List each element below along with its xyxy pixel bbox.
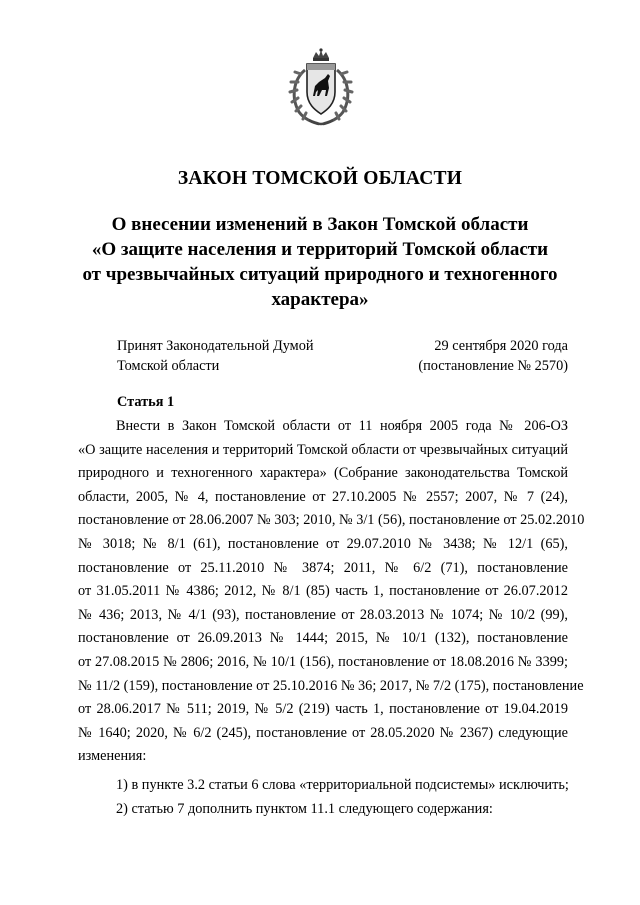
subtitle-line: от чрезвычайных ситуаций природного и техногенного xyxy=(82,264,558,285)
paragraph-line: постановление от 26.09.2013 № 1444; 2015, № 10/1 (132), постановление xyxy=(78,630,568,647)
document-title: ЗАКОН ТОМСКОЙ ОБЛАСТИ xyxy=(177,168,463,189)
list-item: 1) в пункте 3.2 статьи 6 слова «территориальной подсистемы» исключить; xyxy=(116,776,569,793)
paragraph-line: области, 2005, № 4, постановление от 27.10.2005 № 2557; 2007, № 7 (24), xyxy=(78,488,568,505)
adopted-by xyxy=(117,336,314,376)
paragraph-line: № 3018; № 8/1 (61), постановление от 29.07.2010 № 3438; № 12/1 (65), xyxy=(78,535,568,552)
tomsk-oblast-coat-of-arms-icon xyxy=(285,48,357,130)
adopted-by-line: Томской области xyxy=(117,358,220,374)
paragraph-line: от 28.06.2017 № 511; 2019, № 5/2 (219) часть 1, постановление от 19.04.2019 xyxy=(78,701,568,718)
paragraph-line: от 27.08.2015 № 2806; 2016, № 10/1 (156), постановление от 18.08.2016 № 3399; xyxy=(78,653,568,670)
list-item: 2) статью 7 дополнить пунктом 11.1 следующего содержания: xyxy=(116,800,493,817)
resolution-number: (постановление № 2570) xyxy=(418,358,568,374)
article-heading: Статья 1 xyxy=(117,394,175,410)
paragraph-line: № 436; 2013, № 4/1 (93), постановление от 28.03.2013 № 1074; № 10/2 (99), xyxy=(78,606,568,623)
paragraph-line: природного и техногенного характера» (Собрание законодательства Томской xyxy=(78,465,568,482)
subtitle-line: О внесении изменений в Закон Томской области xyxy=(111,214,529,235)
paragraph-line: от 31.05.2011 № 4386; 2012, № 8/1 (85) часть 1, постановление от 26.07.2012 xyxy=(78,583,568,600)
subtitle-line: «О защите населения и территорий Томской области xyxy=(91,239,549,260)
subtitle-line: характера» xyxy=(271,289,369,310)
paragraph-line: постановление от 28.06.2007 № 303; 2010, № 3/1 (56), постановление от 25.02.2010 xyxy=(78,512,585,529)
adopted-by-line: Принят Законодательной Думой xyxy=(117,338,314,354)
paragraph-line: постановление от 25.11.2010 № 3874; 2011, № 6/2 (71), постановление xyxy=(78,559,568,576)
article-body xyxy=(78,415,585,821)
paragraph-line: Внести в Закон Томской области от 11 ноября 2005 года № 206-ОЗ xyxy=(116,418,568,434)
paragraph-line: № 11/2 (159), постановление от 25.10.2016 № 36; 2017, № 7/2 (175), постановление xyxy=(78,677,584,694)
adoption-date: 29 сентября 2020 года xyxy=(434,338,568,354)
paragraph-line: изменения: xyxy=(78,748,147,765)
paragraph-line: «О защите населения и территорий Томской области от чрезвычайных ситуаций xyxy=(78,441,568,458)
paragraph-line: № 1640; 2020, № 6/2 (245), постановление от 28.05.2020 № 2367) следующие xyxy=(78,724,568,741)
document-subtitle xyxy=(60,212,580,312)
adoption-date-block xyxy=(418,336,568,376)
